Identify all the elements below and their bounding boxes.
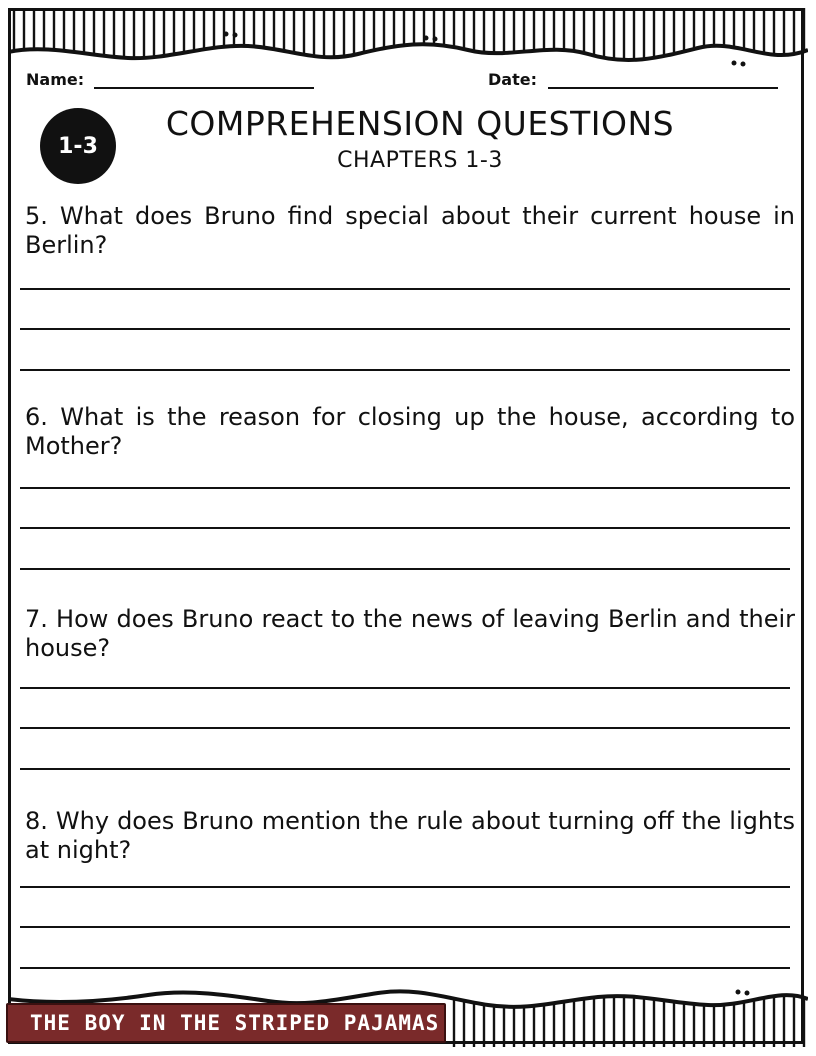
- page-subtitle: CHAPTERS 1-3: [337, 148, 503, 173]
- chapter-badge: [40, 108, 116, 184]
- answer-line[interactable]: [20, 768, 790, 770]
- name-field[interactable]: [94, 87, 314, 89]
- question-7: 7. How does Bruno react to the news of leaving Berlin and their house?: [25, 605, 795, 662]
- top-striped-border: [8, 8, 808, 68]
- answer-line[interactable]: [20, 568, 790, 570]
- date-field[interactable]: [548, 87, 778, 89]
- answer-line[interactable]: [20, 369, 790, 371]
- name-label: Name:: [26, 70, 85, 89]
- answer-line[interactable]: [20, 288, 790, 290]
- answer-line[interactable]: [20, 727, 790, 729]
- chapter-badge-text: 1-3: [58, 133, 98, 159]
- answer-line[interactable]: [20, 926, 790, 928]
- page-title: COMPREHENSION QUESTIONS: [165, 104, 675, 143]
- answer-line[interactable]: [20, 886, 790, 888]
- question-5: 5. What does Bruno find special about their current house in Berlin?: [25, 202, 795, 259]
- answer-line[interactable]: [20, 328, 790, 330]
- question-6: 6. What is the reason for closing up the house, according to Mother?: [25, 403, 795, 460]
- book-title-text: THE BOY IN THE STRIPED PAJAMAS: [30, 1011, 440, 1035]
- answer-line[interactable]: [20, 967, 790, 969]
- date-label: Date:: [488, 70, 537, 89]
- answer-line[interactable]: [20, 487, 790, 489]
- book-title-banner: [6, 1003, 446, 1043]
- answer-line[interactable]: [20, 527, 790, 529]
- answer-line[interactable]: [20, 687, 790, 689]
- question-8: 8. Why does Bruno mention the rule about turning off the lights at night?: [25, 807, 795, 864]
